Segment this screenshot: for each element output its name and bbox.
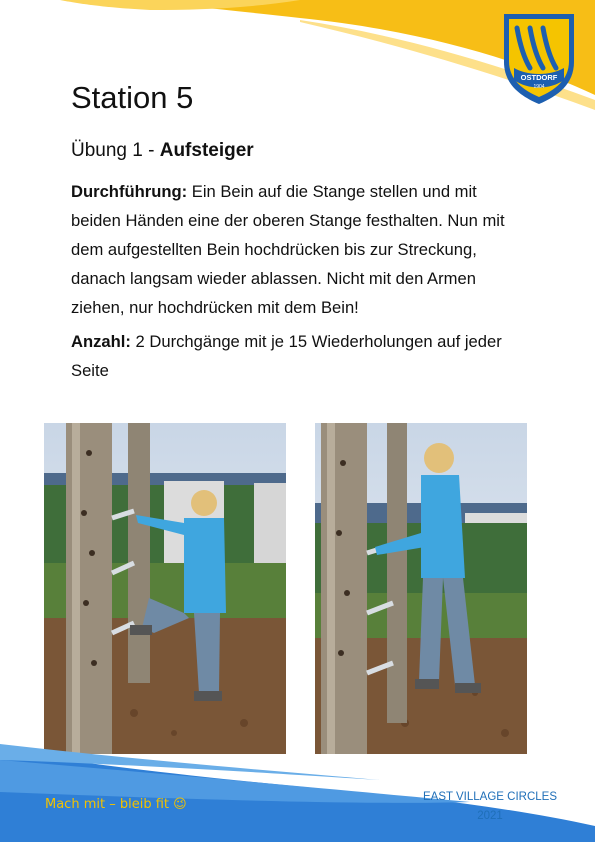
organization-name: EAST VILLAGE CIRCLES [422, 791, 557, 803]
instructions-text: Ein Bein auf die Stange stellen und mit beiden Händen eine der oberen Stange festhalten. Nun mit dem aufgestellten Bein hochdrücken bis zur Streckung, danach langsam wieder ablassen. Nicht mit den Armen ziehen, nur hochdrücken mit dem Bein! [71, 182, 505, 317]
instructions-paragraph [71, 177, 531, 322]
exercise-photo-start [44, 423, 286, 754]
count-paragraph [71, 327, 531, 385]
footer-slogan: Mach mit – bleib fit 😉 [45, 797, 187, 812]
page-title: Station 5 [71, 80, 194, 115]
exercise-name: Aufsteiger [159, 140, 254, 161]
footer-organization [420, 788, 560, 826]
club-logo [500, 10, 578, 106]
exercise-photo-end [315, 423, 527, 754]
instructions-label: Durchführung: [71, 182, 188, 201]
exercise-heading [71, 140, 254, 162]
logo-year: 1904 [533, 84, 545, 90]
organization-year: 2021 [477, 810, 503, 822]
count-label: Anzahl: [71, 332, 131, 351]
exercise-label: Übung 1 - [71, 140, 160, 161]
count-text: 2 Durchgänge mit je 15 Wiederholungen auf jeder Seite [71, 332, 502, 380]
logo-text: OSTDORF [520, 73, 558, 82]
